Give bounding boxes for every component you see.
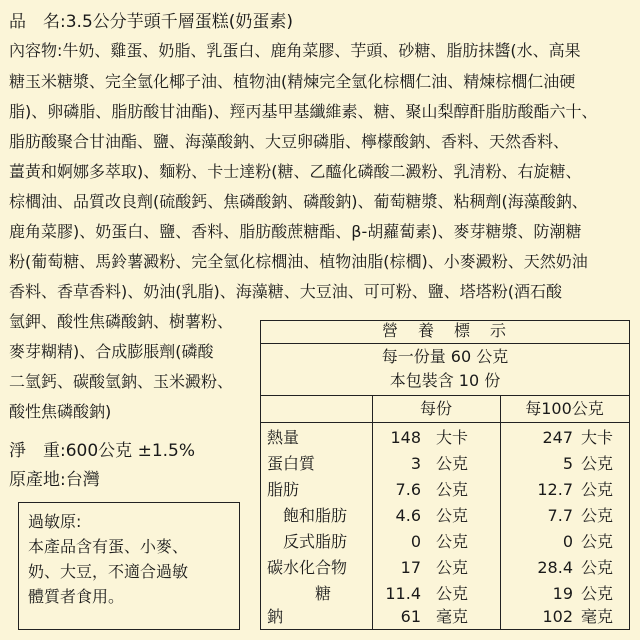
nutrition-title: 營 養 標 示 (381, 321, 508, 340)
ingredients-line: 薑黃和婀娜多萃取)、麵粉、卡士達粉(糖、乙醯化磷酸二澱粉、乳清粉、右旋糖、 (9, 162, 582, 181)
nutrient-unit: 公克 (581, 454, 614, 473)
nutrient-value-per-100g: 247 (542, 428, 573, 447)
allergy-line: 體質者食用。 (28, 587, 125, 606)
nutrient-value-per-100g: 12.7 (537, 480, 573, 499)
nutrient-value-per-serving: 17 (400, 558, 421, 577)
nutrient-label: 反式脂肪 (283, 532, 348, 551)
nutrient-value-per-100g: 19 (552, 584, 573, 603)
nutrient-value-per-100g: 5 (562, 454, 573, 473)
nutrient-unit: 公克 (581, 506, 614, 525)
nutrient-unit: 公克 (436, 480, 469, 499)
nutrient-unit: 毫克 (581, 607, 614, 626)
column-header-per-100g: 每100公克 (525, 399, 604, 418)
nutrient-label: 熱量 (267, 428, 300, 447)
ingredients-line: 鹿角菜膠)、奶蛋白、鹽、香料、脂肪酸蔗糖酯、β-胡蘿蔔素)、麥芽糖漿、防潮糖 (9, 222, 582, 241)
nutrient-unit: 大卡 (436, 428, 469, 447)
allergy-line: 奶、大豆，不適合過敏 (28, 562, 189, 581)
nutrient-value-per-100g: 7.7 (547, 506, 573, 525)
nutrient-label: 脂肪 (267, 480, 300, 499)
allergy-line: 本產品含有蛋、小麥、 (28, 537, 189, 556)
nutrient-label: 糖 (315, 584, 332, 603)
nutrient-unit: 公克 (581, 532, 614, 551)
servings-per-package: 本包裝含 10 份 (389, 371, 501, 390)
nutrient-value-per-serving: 7.6 (395, 480, 421, 499)
nutrient-label: 飽和脂肪 (283, 506, 348, 525)
nutrient-value-per-100g: 0 (562, 532, 573, 551)
nutrient-unit: 公克 (581, 480, 614, 499)
serving-size: 每一份量 60 公克 (381, 347, 509, 366)
ingredients-line: 糖玉米糖漿、完全氫化椰子油、植物油(精煉完全氫化棕櫚仁油、精煉棕櫚仁油硬 (9, 72, 576, 91)
nutrient-label: 蛋白質 (267, 454, 316, 473)
ingredients-line: 香料、香草香料)、奶油(乳脂)、海藻糖、大豆油、可可粉、鹽、塔塔粉(酒石酸 (9, 282, 562, 301)
ingredients-line: 粉(葡萄糖、馬鈴薯澱粉、完全氫化棕櫚油、植物油脂(棕櫚)、小麥澱粉、天然奶油 (9, 252, 588, 271)
nutrition-panel (260, 320, 630, 630)
allergy-box (18, 502, 240, 630)
nutrient-value-per-serving: 3 (410, 454, 421, 473)
nutrient-unit: 公克 (436, 454, 469, 473)
nutrient-value-per-100g: 102 (542, 607, 573, 626)
ingredients-line: 內容物:牛奶、雞蛋、奶脂、乳蛋白、鹿角菜膠、芋頭、砂糖、脂肪抹醬(水、高果 (9, 41, 581, 60)
nutrient-value-per-serving: 11.4 (385, 584, 421, 603)
net-weight: 淨 重:600公克 ±1.5% (9, 441, 196, 461)
nutrient-value-per-serving: 4.6 (395, 506, 421, 525)
ingredients-line: 麥芽糊精)、合成膨脹劑(磷酸 (9, 342, 214, 361)
nutrient-unit: 公克 (436, 584, 469, 603)
nutrient-unit: 毫克 (436, 607, 469, 626)
nutrient-unit: 公克 (436, 506, 469, 525)
nutrient-label: 碳水化合物 (267, 558, 348, 577)
nutrient-label: 鈉 (267, 607, 284, 626)
ingredients-line: 脂)、卵磷脂、脂肪酸甘油酯)、羥丙基甲基纖維素、糖、聚山梨醇酐脂肪酸酯六十、 (9, 102, 598, 121)
nutrient-value-per-serving: 148 (390, 428, 421, 447)
nutrient-unit: 公克 (436, 558, 469, 577)
nutrient-unit: 公克 (581, 584, 614, 603)
product-name: 品 名:3.5公分芋頭千層蛋糕(奶蛋素) (9, 12, 294, 32)
ingredients-line: 脂肪酸聚合甘油酯、鹽、海藻酸鈉、大豆卵磷脂、檸檬酸鈉、香料、天然香料、 (9, 132, 570, 151)
ingredients-line: 氫鉀、酸性焦磷酸鈉、樹薯粉、 (9, 312, 234, 331)
ingredients-line: 酸性焦磷酸鈉) (9, 402, 112, 421)
allergy-title: 過敏原: (28, 512, 82, 531)
nutrient-value-per-serving: 61 (400, 607, 421, 626)
nutrient-value-per-100g: 28.4 (537, 558, 573, 577)
ingredients-line: 二氫鈣、碳酸氫鈉、玉米澱粉、 (9, 372, 234, 391)
column-header-per-serving: 每份 (419, 399, 452, 418)
nutrient-unit: 公克 (436, 532, 469, 551)
ingredients-line: 棕櫚油、品質改良劑(硫酸鈣、焦磷酸鈉、磷酸鈉)、葡萄糖漿、粘稠劑(海藻酸鈉、 (9, 192, 588, 211)
nutrient-value-per-serving: 0 (410, 532, 421, 551)
nutrient-unit: 公克 (581, 558, 614, 577)
origin: 原產地:台灣 (9, 470, 100, 490)
nutrient-unit: 大卡 (581, 428, 614, 447)
